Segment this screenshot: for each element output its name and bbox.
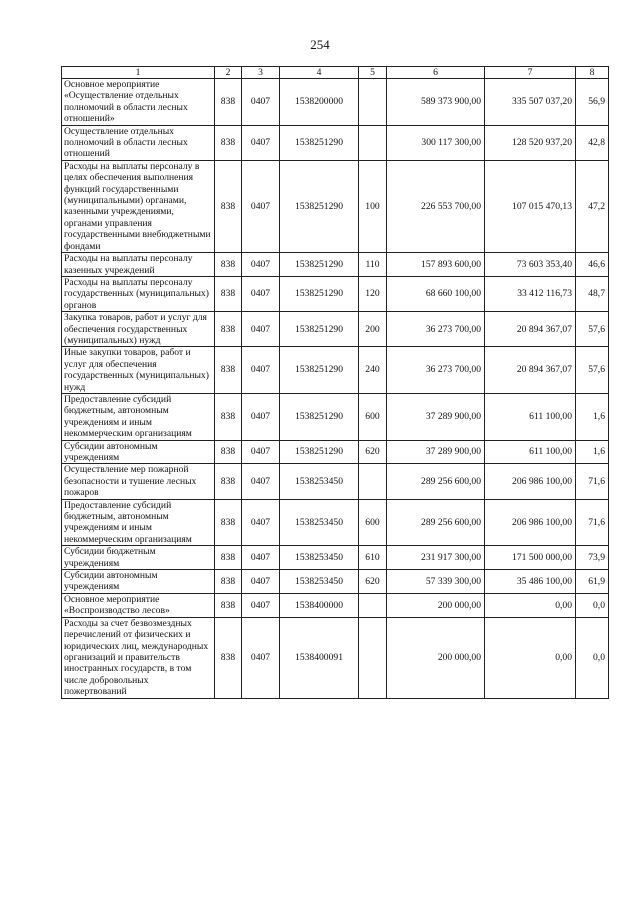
- row-section-cell: 0407: [242, 593, 280, 617]
- header-cell: 5: [359, 67, 387, 79]
- table-row: [62, 276, 609, 311]
- row-expense-type-cell: 620: [359, 440, 387, 464]
- header-cell: 7: [485, 67, 576, 79]
- row-target-cell: 1538400091: [280, 617, 359, 698]
- row-name-cell: Расходы на выплаты персоналу государственных (муниципальных) органов: [62, 276, 215, 311]
- row-percent-cell: 71,6: [576, 464, 609, 499]
- row-planned-cell: 68 660 100,00: [387, 276, 485, 311]
- row-planned-cell: 57 339 300,00: [387, 570, 485, 594]
- row-name-cell: Осуществление отдельных полномочий в области лесных отношений: [62, 125, 215, 160]
- table-row: [62, 440, 609, 464]
- row-executed-cell: 611 100,00: [485, 440, 576, 464]
- table-row: [62, 464, 609, 499]
- row-expense-type-cell: 120: [359, 276, 387, 311]
- row-planned-cell: 226 553 700,00: [387, 160, 485, 252]
- row-expense-type-cell: 620: [359, 570, 387, 594]
- budget-table: [61, 66, 609, 699]
- row-percent-cell: 46,6: [576, 253, 609, 277]
- table-row: [62, 499, 609, 546]
- row-section-cell: 0407: [242, 253, 280, 277]
- row-name-cell: Субсидии бюджетным учреждениям: [62, 546, 215, 570]
- row-name-cell: Иные закупки товаров, работ и услуг для обеспечения государственных (муниципальных) нужд: [62, 347, 215, 394]
- row-planned-cell: 37 289 900,00: [387, 440, 485, 464]
- row-grbs-cell: 838: [215, 347, 242, 394]
- row-grbs-cell: 838: [215, 253, 242, 277]
- row-name-cell: Закупка товаров, работ и услуг для обеспечения государственных (муниципальных) нужд: [62, 312, 215, 347]
- row-section-cell: 0407: [242, 617, 280, 698]
- row-grbs-cell: 838: [215, 160, 242, 252]
- row-target-cell: 1538253450: [280, 499, 359, 546]
- row-section-cell: 0407: [242, 440, 280, 464]
- row-executed-cell: 335 507 037,20: [485, 79, 576, 126]
- header-cell: 8: [576, 67, 609, 79]
- row-section-cell: 0407: [242, 160, 280, 252]
- row-planned-cell: 289 256 600,00: [387, 464, 485, 499]
- row-expense-type-cell: [359, 79, 387, 126]
- row-grbs-cell: 838: [215, 499, 242, 546]
- row-target-cell: 1538251290: [280, 312, 359, 347]
- row-executed-cell: 73 603 353,40: [485, 253, 576, 277]
- row-name-cell: Предоставление субсидий бюджетным, автономным учреждениям и иным некоммерческим организациям: [62, 499, 215, 546]
- row-target-cell: 1538251290: [280, 347, 359, 394]
- row-target-cell: 1538253450: [280, 464, 359, 499]
- row-section-cell: 0407: [242, 393, 280, 440]
- row-executed-cell: 33 412 116,73: [485, 276, 576, 311]
- table-row: [62, 125, 609, 160]
- row-percent-cell: 0,0: [576, 593, 609, 617]
- row-planned-cell: 200 000,00: [387, 617, 485, 698]
- row-planned-cell: 36 273 700,00: [387, 347, 485, 394]
- row-executed-cell: 35 486 100,00: [485, 570, 576, 594]
- row-name-cell: Расходы за счет безвозмездных перечислений от физических и юридических лиц, международных организаций и правительств иностранных государств, в том числе добровольных пожертвований: [62, 617, 215, 698]
- row-target-cell: 1538251290: [280, 125, 359, 160]
- row-target-cell: 1538400000: [280, 593, 359, 617]
- table-header-row: [62, 67, 609, 79]
- row-name-cell: Расходы на выплаты персоналу казенных учреждений: [62, 253, 215, 277]
- row-planned-cell: 289 256 600,00: [387, 499, 485, 546]
- row-planned-cell: 37 289 900,00: [387, 393, 485, 440]
- row-section-cell: 0407: [242, 276, 280, 311]
- row-expense-type-cell: 100: [359, 160, 387, 252]
- header-cell: 3: [242, 67, 280, 79]
- row-grbs-cell: 838: [215, 440, 242, 464]
- row-executed-cell: 611 100,00: [485, 393, 576, 440]
- row-grbs-cell: 838: [215, 276, 242, 311]
- row-grbs-cell: 838: [215, 570, 242, 594]
- row-percent-cell: 48,7: [576, 276, 609, 311]
- row-executed-cell: 171 500 000,00: [485, 546, 576, 570]
- row-section-cell: 0407: [242, 546, 280, 570]
- table-row: [62, 570, 609, 594]
- row-section-cell: 0407: [242, 79, 280, 126]
- header-cell: 1: [62, 67, 215, 79]
- row-expense-type-cell: [359, 464, 387, 499]
- row-executed-cell: 128 520 937,20: [485, 125, 576, 160]
- row-section-cell: 0407: [242, 464, 280, 499]
- table-row: [62, 79, 609, 126]
- row-executed-cell: 0,00: [485, 617, 576, 698]
- row-executed-cell: 107 015 470,13: [485, 160, 576, 252]
- row-expense-type-cell: 610: [359, 546, 387, 570]
- header-cell: 6: [387, 67, 485, 79]
- row-planned-cell: 231 917 300,00: [387, 546, 485, 570]
- row-name-cell: Основное мероприятие «Воспроизводство лесов»: [62, 593, 215, 617]
- header-cell: 4: [280, 67, 359, 79]
- row-percent-cell: 73,9: [576, 546, 609, 570]
- row-executed-cell: 206 986 100,00: [485, 464, 576, 499]
- table-row: [62, 312, 609, 347]
- row-planned-cell: 36 273 700,00: [387, 312, 485, 347]
- row-target-cell: 1538200000: [280, 79, 359, 126]
- row-section-cell: 0407: [242, 347, 280, 394]
- row-planned-cell: 300 117 300,00: [387, 125, 485, 160]
- table-row: [62, 160, 609, 252]
- header-cell: 2: [215, 67, 242, 79]
- row-expense-type-cell: 240: [359, 347, 387, 394]
- table-row: [62, 253, 609, 277]
- row-name-cell: Расходы на выплаты персоналу в целях обеспечения выполнения функций государственными (муниципальными) органами, казенными учреждениями, органами управления государственными внебюджетными фондами: [62, 160, 215, 252]
- page-number: 254: [310, 37, 330, 52]
- row-percent-cell: 56,9: [576, 79, 609, 126]
- row-grbs-cell: 838: [215, 546, 242, 570]
- row-section-cell: 0407: [242, 570, 280, 594]
- row-expense-type-cell: [359, 125, 387, 160]
- row-target-cell: 1538251290: [280, 160, 359, 252]
- row-percent-cell: 0,0: [576, 617, 609, 698]
- row-expense-type-cell: 600: [359, 499, 387, 546]
- table-row: [62, 617, 609, 698]
- row-expense-type-cell: 600: [359, 393, 387, 440]
- row-percent-cell: 47,2: [576, 160, 609, 252]
- row-percent-cell: 57,6: [576, 347, 609, 394]
- row-name-cell: Осуществление мер пожарной безопасности и тушение лесных пожаров: [62, 464, 215, 499]
- row-target-cell: 1538253450: [280, 546, 359, 570]
- row-percent-cell: 1,6: [576, 393, 609, 440]
- table-row: [62, 347, 609, 394]
- row-percent-cell: 42,8: [576, 125, 609, 160]
- row-planned-cell: 589 373 900,00: [387, 79, 485, 126]
- row-percent-cell: 61,9: [576, 570, 609, 594]
- table-row: [62, 593, 609, 617]
- row-percent-cell: 1,6: [576, 440, 609, 464]
- row-percent-cell: 57,6: [576, 312, 609, 347]
- row-executed-cell: 206 986 100,00: [485, 499, 576, 546]
- row-target-cell: 1538251290: [280, 276, 359, 311]
- table-row: [62, 546, 609, 570]
- row-section-cell: 0407: [242, 312, 280, 347]
- row-grbs-cell: 838: [215, 464, 242, 499]
- row-grbs-cell: 838: [215, 393, 242, 440]
- row-planned-cell: 200 000,00: [387, 593, 485, 617]
- row-expense-type-cell: [359, 617, 387, 698]
- row-expense-type-cell: [359, 593, 387, 617]
- row-target-cell: 1538251290: [280, 393, 359, 440]
- row-name-cell: Основное мероприятие «Осуществление отдельных полномочий в области лесных отношений»: [62, 79, 215, 126]
- row-grbs-cell: 838: [215, 593, 242, 617]
- table-row: [62, 393, 609, 440]
- row-grbs-cell: 838: [215, 617, 242, 698]
- row-grbs-cell: 838: [215, 79, 242, 126]
- row-grbs-cell: 838: [215, 125, 242, 160]
- row-target-cell: 1538251290: [280, 253, 359, 277]
- row-percent-cell: 71,6: [576, 499, 609, 546]
- row-name-cell: Субсидии автономным учреждениям: [62, 570, 215, 594]
- row-grbs-cell: 838: [215, 312, 242, 347]
- row-section-cell: 0407: [242, 499, 280, 546]
- row-planned-cell: 157 893 600,00: [387, 253, 485, 277]
- row-expense-type-cell: 110: [359, 253, 387, 277]
- row-executed-cell: 0,00: [485, 593, 576, 617]
- row-expense-type-cell: 200: [359, 312, 387, 347]
- row-section-cell: 0407: [242, 125, 280, 160]
- row-target-cell: 1538253450: [280, 570, 359, 594]
- row-target-cell: 1538251290: [280, 440, 359, 464]
- row-executed-cell: 20 894 367,07: [485, 312, 576, 347]
- row-name-cell: Субсидии автономным учреждениям: [62, 440, 215, 464]
- row-name-cell: Предоставление субсидий бюджетным, автономным учреждениям и иным некоммерческим организациям: [62, 393, 215, 440]
- row-executed-cell: 20 894 367,07: [485, 347, 576, 394]
